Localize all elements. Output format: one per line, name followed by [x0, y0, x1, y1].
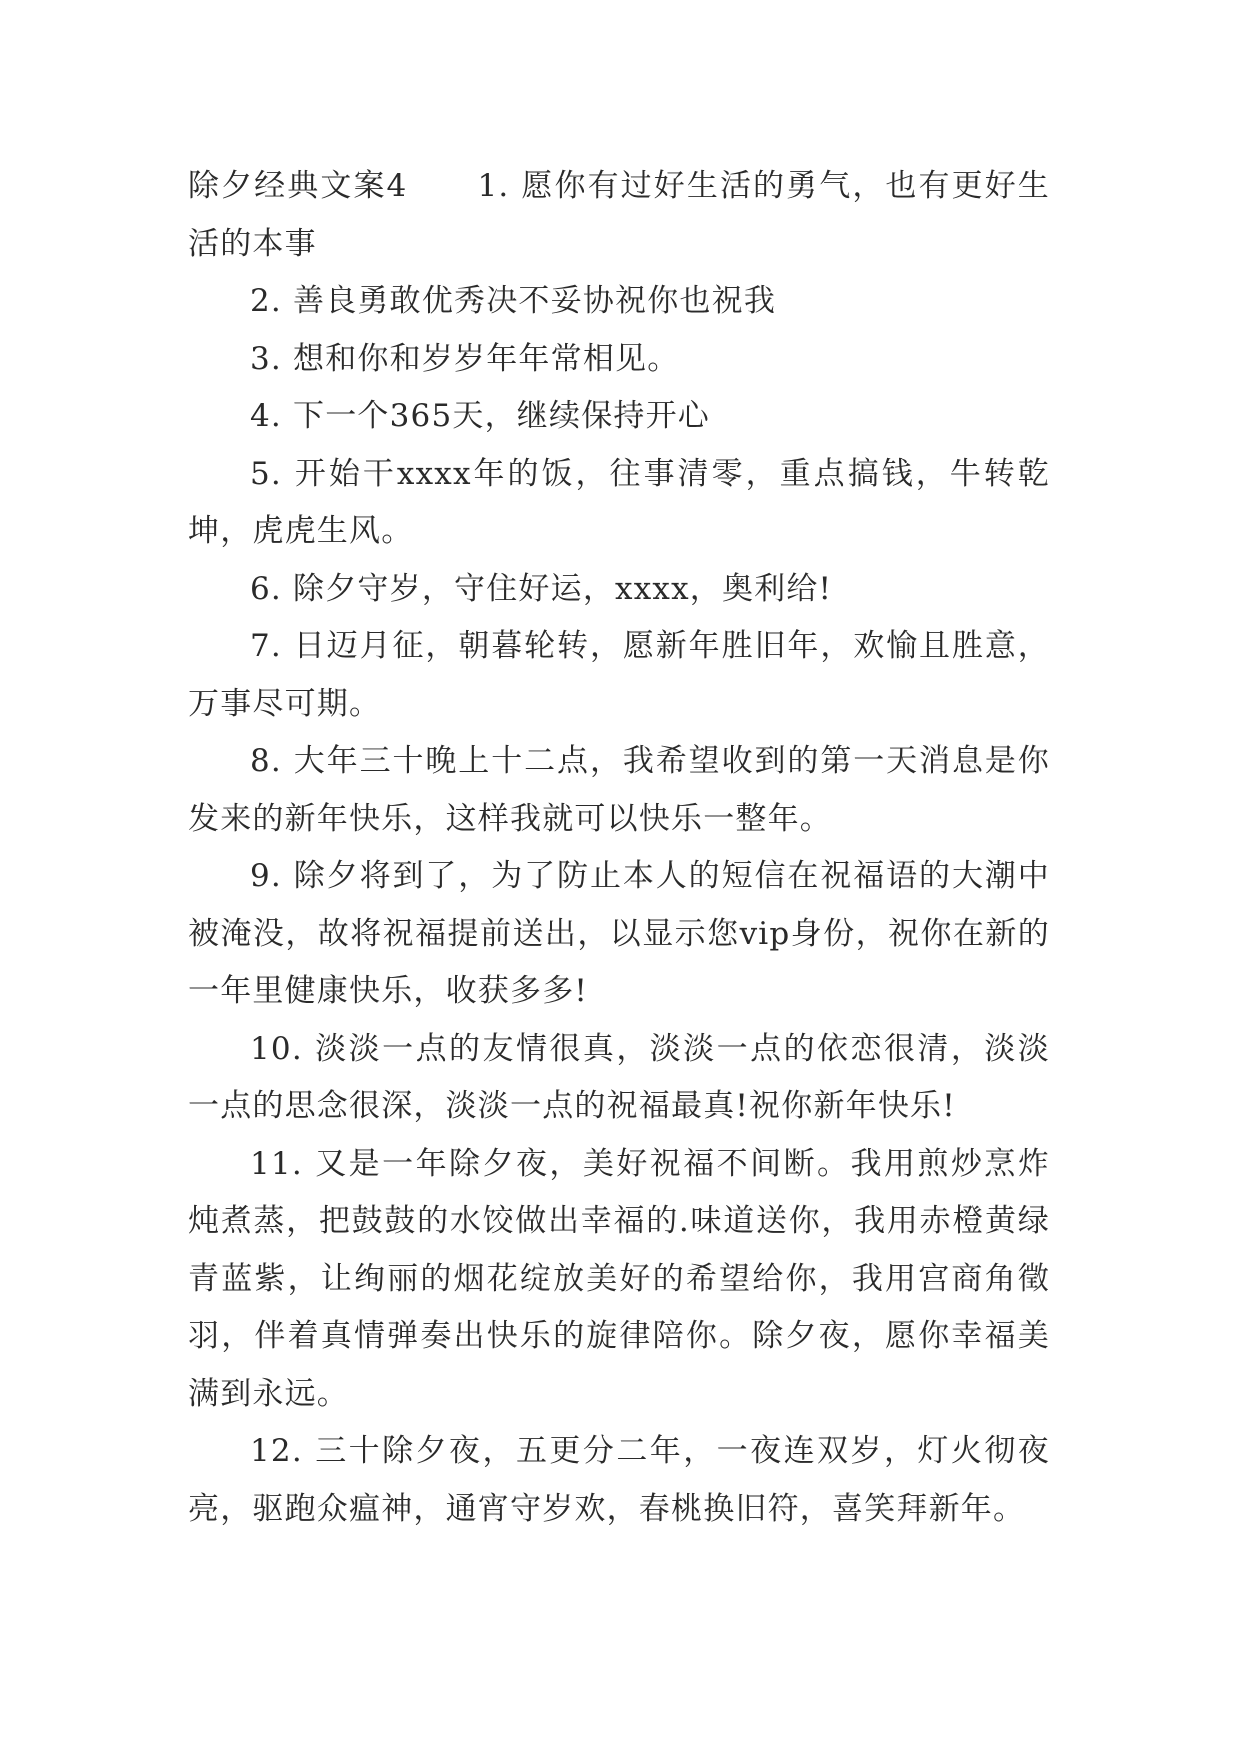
paragraph-3: 3. 想和你和岁岁年年常相见。 [250, 340, 680, 377]
paragraph-1-text: 1. 愿你有过好生活的勇气，也有更好生活的本事 [188, 168, 1050, 262]
paragraph-4: 4. 下一个365天，继续保持开心 [250, 398, 710, 434]
paragraph-5: 5. 开始干xxxx年的饭，往事清零，重点搞钱，牛转乾坤，虎虎生风。 [188, 455, 1050, 549]
paragraph-2: 2. 善良勇敢优秀决不妥协祝你也祝我 [250, 283, 777, 319]
paragraph-1 [188, 158, 1050, 273]
paragraph-6: 6. 除夕守岁，守住好运，xxxx，奥利给! [250, 570, 833, 607]
paragraph-11: 11. 又是一年除夕夜，美好祝福不间断。我用煎炒烹炸炖煮蒸，把鼓鼓的水饺做出幸福的.味道送你，我用赤橙黄绿青蓝紫，让绚丽的烟花绽放美好的希望给你，我用宫商角徵羽，伴着真情弹奏出快乐的旋律陪你。除夕夜，愿你幸福美满到永远。 [188, 1145, 1050, 1412]
paragraph-7: 7. 日迈月征，朝暮轮转，愿新年胜旧年，欢愉且胜意，万事尽可期。 [188, 628, 1050, 722]
document-heading: 除夕经典文案4 [188, 168, 408, 204]
paragraph-10: 10. 淡淡一点的友情很真，淡淡一点的依恋很清，淡淡一点的思念很深，淡淡一点的祝福最真!祝你新年快乐! [188, 1030, 1050, 1124]
document-body [188, 158, 1050, 1538]
paragraph-8: 8. 大年三十晚上十二点，我希望收到的第一天消息是你发来的新年快乐，这样我就可以快乐一整年。 [188, 743, 1050, 837]
paragraph-12: 12. 三十除夕夜，五更分二年，一夜连双岁，灯火彻夜亮，驱跑众瘟神，通宵守岁欢，春桃换旧符，喜笑拜新年。 [188, 1433, 1050, 1527]
paragraph-9: 9. 除夕将到了，为了防止本人的短信在祝福语的大潮中被淹没，故将祝福提前送出，以显示您vip身份，祝你在新的一年里健康快乐，收获多多! [188, 858, 1050, 1009]
